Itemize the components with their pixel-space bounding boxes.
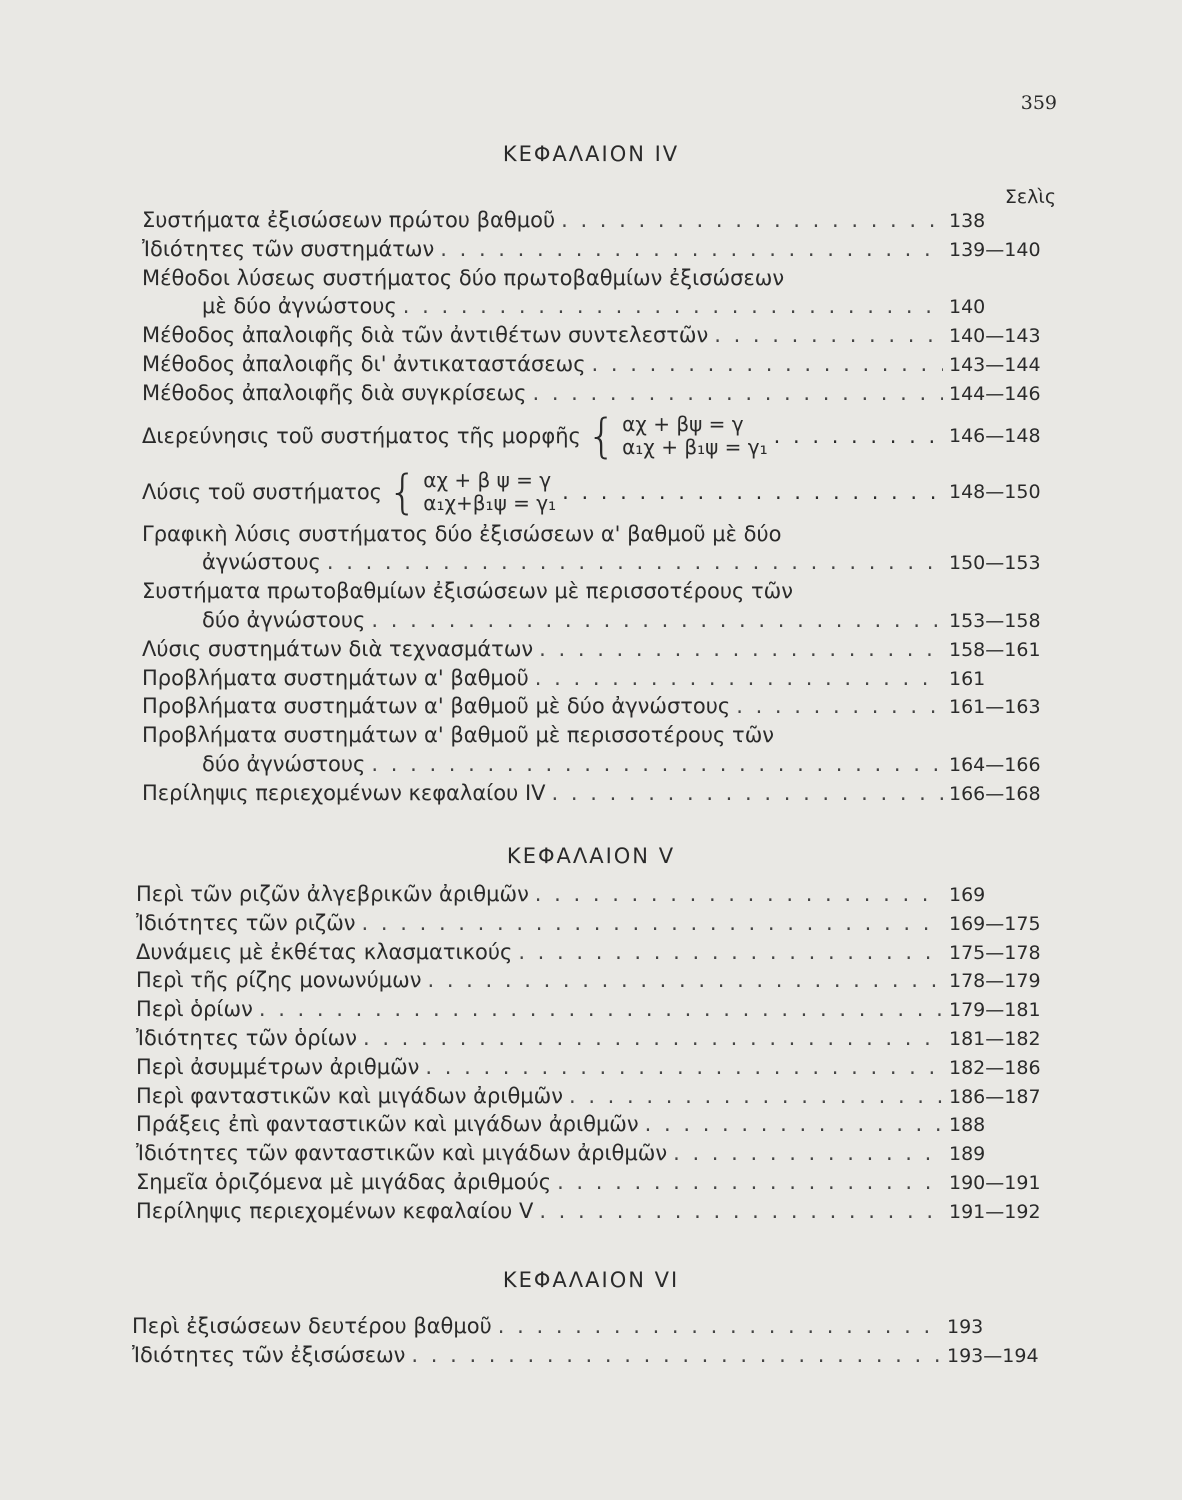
toc-entry: [142, 750, 1057, 779]
leader-dots: [561, 206, 943, 235]
toc-entry-title: Ἰδιότητες τῶν φανταστικῶν καὶ μιγάδων ἀριθμῶν: [136, 1141, 668, 1166]
toc-entry-pages: 169—175: [949, 912, 1041, 935]
leader-dots: [259, 995, 943, 1024]
chapter-4-title: ΚΕΦΑΛΑΙΟΝ IV: [502, 142, 680, 166]
leader-dots: [498, 1312, 941, 1341]
toc-entry-pages: 179—181: [949, 999, 1041, 1022]
leader-dots: [411, 1341, 941, 1370]
toc-entry-title: Περίληψις περιεχομένων κεφαλαίου IV: [142, 780, 546, 805]
leader-dots: [363, 1024, 943, 1053]
toc-entry: [142, 635, 1057, 664]
leader-dots: [569, 1082, 943, 1111]
leader-dots: [592, 350, 943, 379]
leader-dots: [535, 880, 943, 909]
toc-entry-pages: 193—194: [947, 1344, 1039, 1367]
toc-entry: [142, 206, 1057, 235]
toc-entry-pages: 166—168: [949, 782, 1041, 805]
toc-entry-title: Ἰδιότητες τῶν ὁρίων: [136, 1025, 357, 1050]
toc-entry-title: Μέθοδος ἀπαλοιφῆς δι' ἀντικαταστάσεως: [142, 351, 586, 376]
toc-entry-pages: 140: [949, 296, 986, 319]
equation-system: [622, 413, 768, 459]
toc-entry-title: Γραφικὴ λύσις συστήματος δύο ἐξισώσεων α' βαθμοῦ μὲ δύο: [142, 521, 782, 546]
toc-entry-title: Περὶ τῶν ριζῶν ἀλγεβρικῶν ἀριθμῶν: [136, 882, 529, 906]
leader-dots: [714, 321, 943, 350]
toc-entry-continuation: μὲ δύο ἀγνώστους: [202, 294, 397, 319]
toc-entry: [136, 1139, 1057, 1168]
toc-system-entry: [142, 464, 1057, 520]
toc-entry-title: Συστήματα ἐξισώσεων πρώτου βαθμοῦ: [142, 208, 556, 232]
toc-entry-title: Δυνάμεις μὲ ἐκθέτας κλασματικούς: [136, 939, 513, 964]
toc-entry-continuation: δύο ἀγνώστους: [202, 751, 366, 776]
toc-entry-title: Λύσις τοῦ συστήματος: [142, 479, 382, 504]
toc-entry-pages: 161—163: [949, 696, 1041, 719]
toc-entry-title: Περὶ ἀσυμμέτρων ἀριθμῶν: [136, 1054, 420, 1079]
toc-entry-title: Συστήματα πρωτοβαθμίων ἐξισώσεων μὲ περισσοτέρους τῶν: [142, 579, 793, 604]
equation-system: [423, 469, 556, 515]
toc-entry-pages: 148—150: [949, 480, 1041, 503]
toc-entry-pages: 138: [949, 210, 986, 232]
toc-entry-title: Προβλήματα συστημάτων α' βαθμοῦ μὲ περισσοτέρους τῶν: [142, 723, 775, 748]
toc-entry-pages: 140—143: [949, 325, 1041, 348]
toc-entry: [136, 1082, 1057, 1111]
toc-entry: [142, 548, 1057, 577]
toc-entry-title: Πράξεις ἐπὶ φανταστικῶν καὶ μιγάδων ἀριθμῶν: [136, 1112, 639, 1137]
toc-entry: [136, 909, 1057, 938]
leader-dots: [362, 909, 943, 938]
toc-entry-title: Σημεῖα ὁριζόμενα μὲ μιγάδας ἀριθμούς: [136, 1169, 552, 1194]
toc-entry: [136, 938, 1057, 967]
toc-entry-title: Προβλήματα συστημάτων α' βαθμοῦ μὲ δύο ἀγνώστους: [142, 694, 731, 719]
page-column-header: Σελὶς: [1004, 186, 1056, 208]
toc-entry: [142, 664, 1057, 693]
leader-dots: [327, 548, 943, 577]
toc-entry-pages: 139—140: [949, 238, 1041, 261]
leader-dots: [736, 692, 943, 721]
toc-entry-title: Μέθοδος ἀπαλοιφῆς διὰ τῶν ἀντιθέτων συντελεστῶν: [142, 323, 709, 348]
toc-entry: [142, 379, 1057, 408]
toc-entry-continuation: δύο ἀγνώστους: [202, 607, 366, 632]
toc-entry-title: Περὶ φανταστικῶν καὶ μιγάδων ἀριθμῶν: [136, 1083, 563, 1108]
equation-2: α₁χ+β₁ψ = γ₁: [423, 490, 557, 515]
toc-entry: [136, 995, 1057, 1024]
toc-entry-title: Μέθοδος ἀπαλοιφῆς διὰ συγκρίσεως: [142, 380, 527, 405]
toc-entry-pages: 190—191: [949, 1171, 1041, 1194]
toc-entry: [136, 1024, 1057, 1053]
toc-entry-pages: 191—192: [949, 1200, 1041, 1223]
leader-dots: [673, 1139, 943, 1168]
leader-dots: [562, 480, 943, 504]
toc-entry-continuation: ἀγνώστους: [202, 550, 321, 575]
toc-entry-title: Λύσις συστημάτων διὰ τεχνασμάτων: [142, 636, 534, 661]
leader-dots: [371, 606, 943, 635]
toc-entry: [142, 235, 1057, 264]
chapter-5-entries: [136, 880, 1057, 1226]
toc-entry-title: Διερεύνησις τοῦ συστήματος τῆς μορφῆς: [142, 423, 581, 448]
toc-entry-pages: 169: [949, 884, 986, 906]
toc-entry: [136, 1053, 1057, 1082]
toc-entry: [142, 692, 1057, 721]
toc-entry: [136, 966, 1057, 995]
toc-entry-pages: 175—178: [949, 941, 1041, 964]
leader-dots: [552, 779, 943, 808]
leader-dots: [557, 1168, 943, 1197]
toc-entry-pages: 186—187: [949, 1085, 1041, 1108]
toc-entry: [136, 1168, 1057, 1197]
leader-dots: [425, 1053, 943, 1082]
chapter-5-title: ΚΕΦΑΛΑΙΟΝ V: [506, 844, 676, 868]
chapter-5-section: [0, 844, 1182, 868]
toc-entry: [142, 779, 1057, 808]
leader-dots: [440, 235, 943, 264]
toc-entry-pages: 158—161: [949, 638, 1041, 661]
toc-entry: [132, 1341, 1055, 1370]
toc-system-entry: [142, 408, 1057, 464]
brace-glyph: {: [388, 464, 418, 519]
chapter-4-section: [0, 142, 1182, 166]
leader-dots: [535, 664, 943, 693]
toc-entry-pages: 143—144: [949, 353, 1041, 376]
toc-entry-title: Μέθοδοι λύσεως συστήματος δύο πρωτοβαθμίων ἐξισώσεων: [142, 265, 785, 290]
chapter-6-entries: [132, 1312, 1055, 1370]
toc-entry-title: Ἰδιότητες τῶν ἐξισώσεων: [132, 1342, 406, 1367]
toc-entry: [136, 1110, 1057, 1139]
toc-entry-pages: 144—146: [949, 382, 1041, 405]
leader-dots: [539, 1197, 943, 1226]
toc-entry-title: Ἰδιότητες τῶν ριζῶν: [136, 910, 356, 935]
toc-entry: [142, 321, 1057, 350]
leader-dots: [427, 966, 943, 995]
toc-entry-pages: 181—182: [949, 1027, 1041, 1050]
leader-dots: [371, 750, 943, 779]
leader-dots: [774, 424, 943, 448]
toc-entry-title: Περὶ ἐξισώσεων δευτέρου βαθμοῦ: [132, 1314, 492, 1338]
toc-entry-pages: 153—158: [949, 609, 1041, 632]
equation-1: αχ + β ψ = γ: [423, 467, 552, 492]
toc-entry-title: Περίληψις περιεχομένων κεφαλαίου V: [136, 1198, 534, 1223]
leader-dots: [518, 938, 943, 967]
page-number: 359: [1020, 92, 1057, 114]
leader-dots: [532, 379, 943, 408]
toc-entry: [132, 1312, 1055, 1341]
toc-entry: [142, 350, 1057, 379]
toc-entry-title: Περὶ ὁρίων: [136, 997, 253, 1022]
toc-entry-pages: 182—186: [949, 1056, 1041, 1079]
chapter-6-title: ΚΕΦΑΛΑΙΟΝ VI: [502, 1268, 680, 1292]
toc-entry: [142, 292, 1057, 321]
toc-entry: [142, 606, 1057, 635]
leader-dots: [403, 292, 943, 321]
toc-entry-title: Ἰδιότητες τῶν συστημάτων: [142, 236, 435, 261]
chapter-6-section: [0, 1268, 1182, 1292]
toc-entry-pages: 164—166: [949, 753, 1041, 776]
leader-dots: [645, 1110, 943, 1139]
equation-1: αχ + βψ = γ: [622, 411, 744, 436]
toc-entry-pages: 193: [947, 1316, 984, 1338]
toc-entry-pages: 161: [949, 667, 986, 690]
toc-entry-pages: 146—148: [949, 424, 1041, 447]
toc-entry-pages: 150—153: [949, 552, 1041, 575]
toc-entry-title: Περὶ τῆς ρίζης μονωνύμων: [136, 968, 422, 993]
equation-2: α₁χ + β₁ψ = γ₁: [622, 434, 768, 459]
toc-entry-pages: 188: [949, 1114, 986, 1137]
toc-entry-pages: 189: [949, 1143, 986, 1166]
toc-entry-pages: 178—179: [949, 970, 1041, 993]
toc-entry: [136, 880, 1057, 909]
chapter-4-entries: [142, 206, 1057, 808]
toc-entry: [136, 1197, 1057, 1226]
brace-glyph: {: [586, 408, 617, 463]
toc-entry-title: Προβλήματα συστημάτων α' βαθμοῦ: [142, 665, 529, 690]
leader-dots: [539, 635, 943, 664]
